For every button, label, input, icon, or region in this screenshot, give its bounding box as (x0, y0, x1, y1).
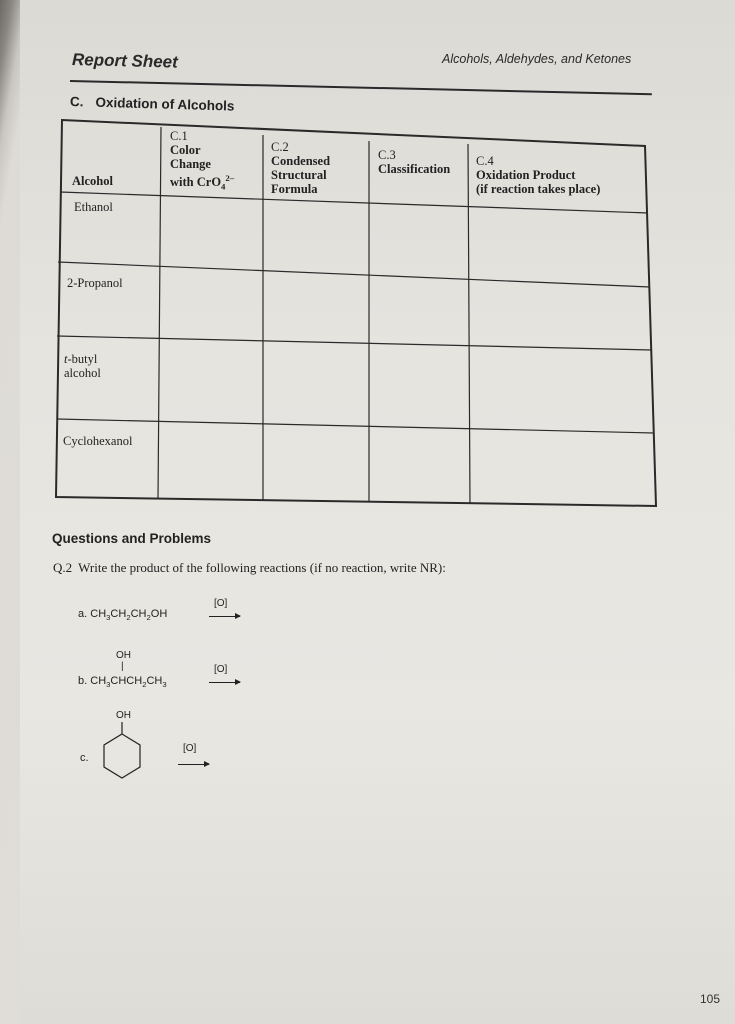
reaction-b-reactant: $CH_3CHCH_2CH_3$ (90, 675, 167, 690)
c1-number: C.1 (170, 129, 188, 143)
row-label-ethanol (74, 200, 113, 214)
reaction-b-oh: OH (116, 650, 131, 661)
c4-line2: (if reaction takes place) (476, 182, 601, 196)
c1-line2: Change (170, 157, 211, 171)
reaction-c-oh: OH (116, 710, 131, 721)
c1-line3 (170, 171, 234, 194)
chapter-title: Alcohols, Aldehydes, and Ketones (442, 52, 632, 66)
reaction-b-bond: | (121, 661, 124, 672)
row-label-2-propanol (67, 276, 123, 290)
cyclohexanol-structure-icon (92, 720, 152, 795)
reaction-c-oxidant: [O] (183, 743, 197, 754)
c3-line1: Classification (378, 162, 451, 176)
column-header-c4 (476, 154, 600, 196)
page-number: 105 (700, 992, 721, 1006)
questions-heading: Questions and Problems (52, 531, 212, 546)
c4-number: C.4 (476, 154, 494, 168)
question-2 (53, 560, 446, 576)
reaction-c-arrow (178, 764, 209, 765)
column-header-c1 (170, 129, 234, 194)
c2-line2: Structural (271, 168, 327, 182)
section-letter: C. (69, 94, 84, 110)
report-sheet-heading: Report Sheet (71, 50, 179, 72)
c3-number: C.3 (378, 148, 396, 162)
reaction-a-label: a. (78, 608, 88, 620)
question-2-number: Q.2 (53, 560, 73, 575)
row-2-line1: t-butyl (64, 352, 98, 366)
row-2-line2: alcohol (64, 366, 101, 380)
reaction-a-arrow (209, 616, 240, 617)
c1-subscript: 4 (221, 181, 226, 192)
c4-line1: Oxidation Product (476, 168, 576, 182)
reaction-b-oxidant: [O] (214, 664, 228, 675)
c2-number: C.2 (271, 140, 289, 154)
reaction-b-label: b. (78, 675, 88, 687)
column-header-c2 (271, 140, 330, 196)
row-1-line1: 2-Propanol (67, 276, 123, 290)
row-label-t-butyl-alcohol (64, 352, 101, 380)
column-header-alcohol: Alcohol (72, 174, 113, 188)
reaction-a-oxidant: [O] (214, 598, 228, 609)
c2-line3: Formula (271, 182, 318, 196)
reaction-a (78, 608, 167, 622)
c1-formula: with CrO (170, 175, 222, 190)
reaction-a-reactant: $CH_3CH_2CH_2OH$ (90, 608, 168, 623)
reaction-b-arrow (209, 682, 240, 683)
row-0-line1: Ethanol (74, 200, 113, 214)
section-name: Oxidation of Alcohols (95, 94, 235, 114)
question-2-text: Write the product of the following reactions (if no reaction, write NR): (78, 560, 446, 575)
row-3-line1: Cyclohexanol (63, 434, 133, 448)
row-label-cyclohexanol (63, 434, 132, 448)
c1-line1: Color (170, 143, 201, 157)
reaction-b (78, 675, 167, 689)
reaction-c-label: c. (80, 752, 89, 764)
c1-superscript: 2– (225, 173, 235, 183)
c2-line1: Condensed (271, 154, 331, 168)
column-header-c3 (378, 148, 450, 176)
